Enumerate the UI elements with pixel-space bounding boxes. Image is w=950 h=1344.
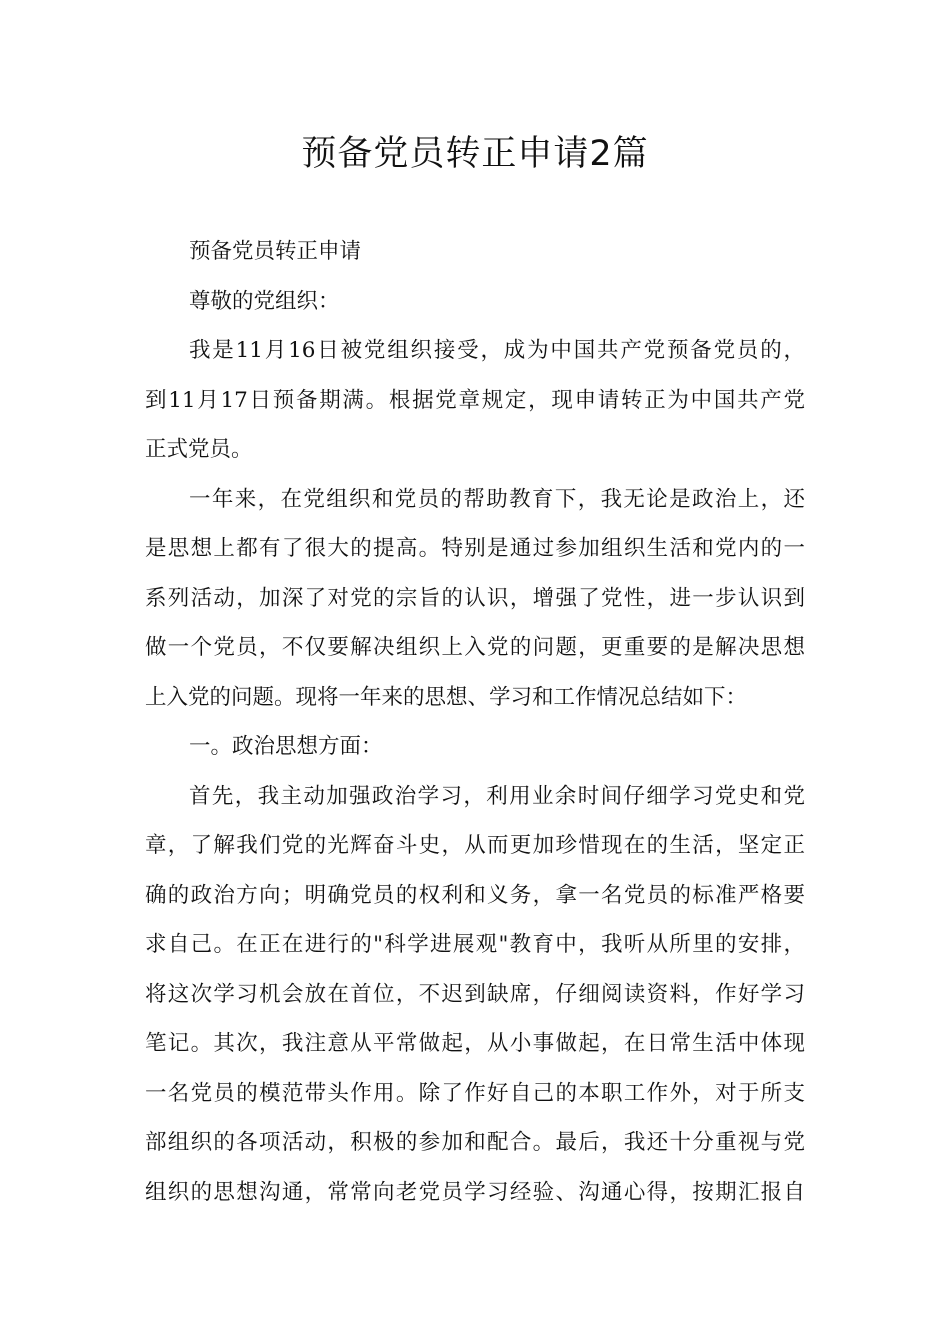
text-line: 一名党员的模范带头作用。除了作好自己的本职工作外，对于所支: [145, 1080, 805, 1106]
paragraph-summary: [145, 475, 805, 723]
text-line: 一。政治思想方面：: [189, 734, 383, 759]
text-line: 笔记。其次，我注意从平常做起，从小事做起，在日常生活中体现: [145, 1031, 805, 1056]
text-line: 尊敬的党组织：: [189, 288, 340, 314]
text-line: 正式党员。: [145, 437, 253, 462]
paragraph-intro: [145, 326, 805, 475]
text-line: 组织的思想沟通，常常向老党员学习经验、沟通心得，按期汇报自: [145, 1179, 805, 1205]
text-line: 首先，我主动加强政治学习，利用业余时间仔细学习党史和党: [189, 783, 805, 809]
text-line: 一年来，在党组织和党员的帮助教育下，我无论是政治上，还: [189, 486, 805, 512]
paragraph-political: [145, 772, 805, 1218]
text-line: 将这次学习机会放在首位，不迟到缺席，仔细阅读资料，作好学习: [145, 981, 805, 1007]
text-line: 章，了解我们党的光辉奋斗史，从而更加珍惜现在的生活，坚定正: [145, 833, 805, 858]
text-line: 系列活动，加深了对党的宗旨的认识，增强了党性，进一步认识到: [145, 585, 805, 611]
text-line: 到11月17日预备期满。根据党章规定，现申请转正为中国共产党: [145, 387, 805, 413]
text-line: 上入党的问题。现将一年来的思想、学习和工作情况总结如下：: [145, 684, 748, 710]
paragraph-heading: [145, 227, 805, 277]
section-heading-political: [145, 722, 805, 772]
text-line: 部组织的各项活动，积极的参加和配合。最后，我还十分重视与党: [145, 1130, 805, 1155]
document-title: 预备党员转正申请2篇: [301, 134, 649, 174]
text-line: 我是11月16日被党组织接受，成为中国共产党预备党员的，: [189, 338, 805, 363]
text-line: 做一个党员，不仅要解决组织上入党的问题，更重要的是解决思想: [145, 635, 805, 660]
paragraph-salutation: [145, 277, 805, 327]
document-body: [145, 227, 805, 1217]
text-line: 预备党员转正申请: [189, 239, 362, 264]
text-line: 求自己。在正在进行的"科学进展观"教育中，我听从所里的安排，: [145, 932, 805, 957]
text-line: 是思想上都有了很大的提高。特别是通过参加组织生活和党内的一: [145, 536, 805, 561]
text-line: 确的政治方向；明确党员的权利和义务，拿一名党员的标准严格要: [145, 882, 805, 908]
